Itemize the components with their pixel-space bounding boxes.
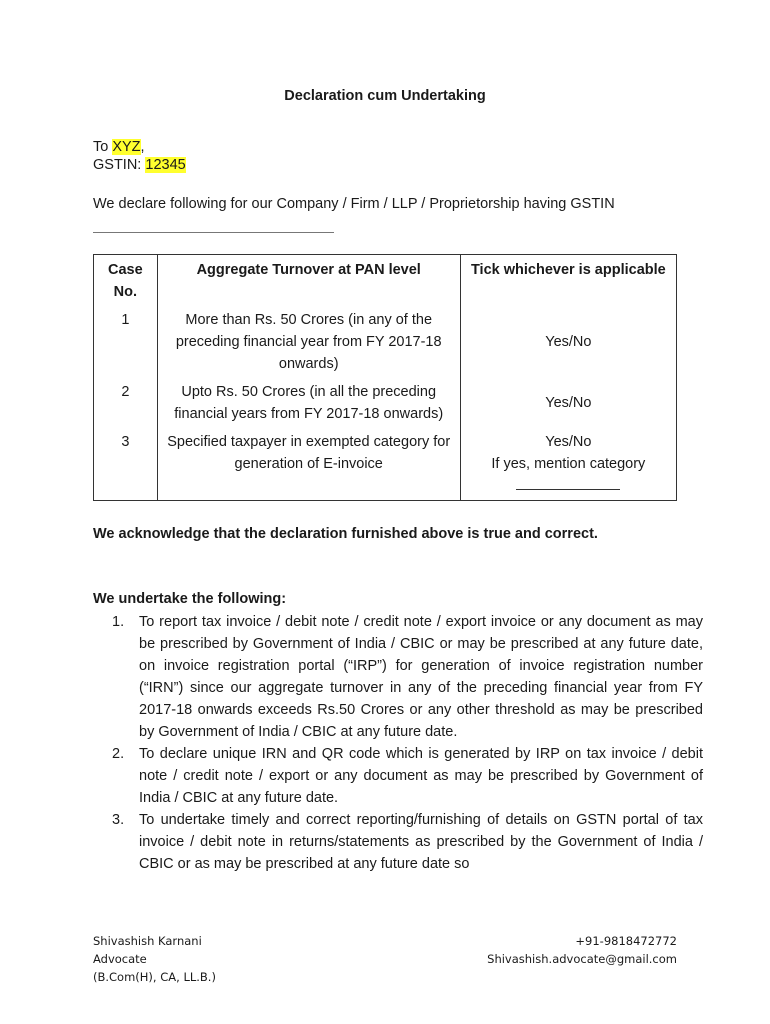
row-tick-note: If yes, mention category bbox=[491, 456, 646, 472]
list-item-number: 2. bbox=[112, 746, 125, 762]
addressee-prefix: To bbox=[93, 139, 113, 155]
row-case: 3 bbox=[94, 428, 158, 501]
undertaking-heading: We undertake the following: bbox=[93, 591, 287, 607]
header-case-no: Case No. bbox=[94, 255, 158, 307]
addressee-line bbox=[93, 138, 145, 156]
table-header-row bbox=[94, 255, 677, 307]
row-case: 1 bbox=[94, 306, 158, 378]
header-tick: Tick whichever is applicable bbox=[460, 255, 676, 307]
declaration-text: We declare following for our Company / Firm / LLP / Proprietorship having GSTIN bbox=[93, 196, 615, 212]
footer-role: Advocate bbox=[93, 952, 147, 966]
row-tick-cell bbox=[460, 428, 676, 501]
footer-author bbox=[93, 932, 216, 986]
row-case: 2 bbox=[94, 378, 158, 428]
gstin-prefix: GSTIN: bbox=[93, 157, 146, 173]
row-tick: Yes/No bbox=[460, 306, 676, 378]
list-item bbox=[112, 611, 703, 743]
list-item-text: To report tax invoice / debit note / credit note / export invoice or any document as may be prescribed by Government of India / CBIC or may be prescribed at any future date, on invoice registration portal (“IRP”) for generation of invoice registration number (“IRN”) since our aggregate turnover in any of the preceding financial year from FY 2017-18 onwards exceeds Rs.50 Crores or any other threshold as may be prescribed by Government of India / CBIC at any future date. bbox=[139, 614, 703, 740]
document-title: Declaration cum Undertaking bbox=[284, 88, 486, 104]
acknowledgement-text: We acknowledge that the declaration furnished above is true and correct. bbox=[93, 526, 598, 542]
undertaking-list bbox=[93, 611, 703, 875]
table-row bbox=[94, 378, 677, 428]
list-item bbox=[112, 743, 703, 809]
list-item bbox=[112, 809, 703, 875]
footer-phone: +91-9818472772 bbox=[575, 934, 677, 948]
list-item-number: 3. bbox=[112, 812, 125, 828]
addressee-suffix: , bbox=[140, 139, 145, 155]
footer-qualifications: (B.Com(H), CA, LL.B.) bbox=[93, 970, 216, 984]
header-turnover: Aggregate Turnover at PAN level bbox=[157, 255, 460, 307]
list-item-text: To declare unique IRN and QR code which is generated by IRP on tax invoice / debit note / credit note / export or any document as may be prescribed by Government of India / CBIC at any future date. bbox=[139, 746, 703, 806]
footer-contact bbox=[487, 932, 677, 968]
gstin-value: 12345 bbox=[145, 157, 186, 173]
addressee-name: XYZ bbox=[112, 139, 141, 155]
row-turnover: More than Rs. 50 Crores (in any of the preceding financial year from FY 2017-18 onwards) bbox=[157, 306, 460, 378]
footer-name: Shivashish Karnani bbox=[93, 934, 202, 948]
gstin-blank-line bbox=[93, 232, 334, 233]
list-item-number: 1. bbox=[112, 614, 125, 630]
table-row bbox=[94, 428, 677, 501]
row-turnover: Upto Rs. 50 Crores (in all the preceding financial years from FY 2017-18 onwards) bbox=[157, 378, 460, 428]
turnover-table bbox=[93, 254, 677, 501]
category-blank-line bbox=[516, 475, 620, 490]
row-tick: Yes/No bbox=[545, 434, 592, 450]
table-row bbox=[94, 306, 677, 378]
row-tick: Yes/No bbox=[460, 378, 676, 428]
footer-email: Shivashish.advocate@gmail.com bbox=[487, 952, 677, 966]
gstin-line bbox=[93, 156, 186, 174]
row-turnover: Specified taxpayer in exempted category for generation of E-invoice bbox=[157, 428, 460, 501]
list-item-text: To undertake timely and correct reporting/furnishing of details on GSTN portal of tax invoice / debit note in returns/statements as prescribed by the Government of India / CBIC or as may be prescribed at any future date so bbox=[139, 812, 703, 872]
